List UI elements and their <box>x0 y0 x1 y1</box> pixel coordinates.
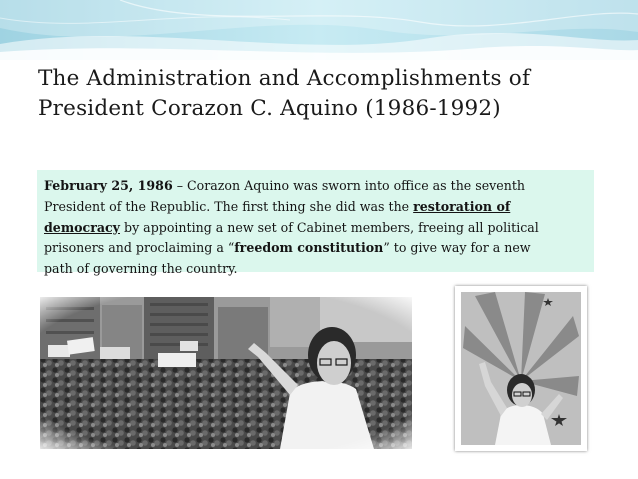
body-line-3-rest: by appointing a new set of Cabinet members, freeing all political <box>120 219 539 235</box>
date-text: February 25, 1986 <box>44 178 173 193</box>
body-text-box <box>37 170 594 277</box>
header-wave-graphic <box>0 0 638 60</box>
portrait-photo-graphic <box>455 286 587 451</box>
body-line-1-rest: – Corazon Aquino was sworn into office as the seventh <box>172 178 526 193</box>
body-line-1 <box>44 176 589 197</box>
freedom-constitution-text: freedom constitution <box>234 240 384 256</box>
democracy-text: democracy <box>44 219 120 235</box>
body-line-3 <box>44 218 589 239</box>
crowd-photo-graphic <box>40 297 412 449</box>
body-line-2 <box>44 197 589 218</box>
header-wave-band <box>0 0 638 60</box>
slide-title <box>38 64 618 124</box>
body-line-4-pre: prisoners and proclaiming a “ <box>44 240 235 256</box>
crowd-rally-photo <box>40 297 412 449</box>
body-line-4 <box>44 238 589 259</box>
restoration-of-text: restoration of <box>413 198 511 214</box>
body-line-2-text: President of the Republic. The first thing she did was the <box>44 198 414 214</box>
aquino-portrait-photo <box>455 286 587 451</box>
body-line-5: path of governing the country. <box>44 261 238 277</box>
body-line-4-post: ” to give way for a new <box>383 240 531 256</box>
slide-title-line-2: President Corazon C. Aquino (1986-1992) <box>38 96 501 121</box>
slide-title-line-1: The Administration and Accomplishments of <box>38 66 531 91</box>
